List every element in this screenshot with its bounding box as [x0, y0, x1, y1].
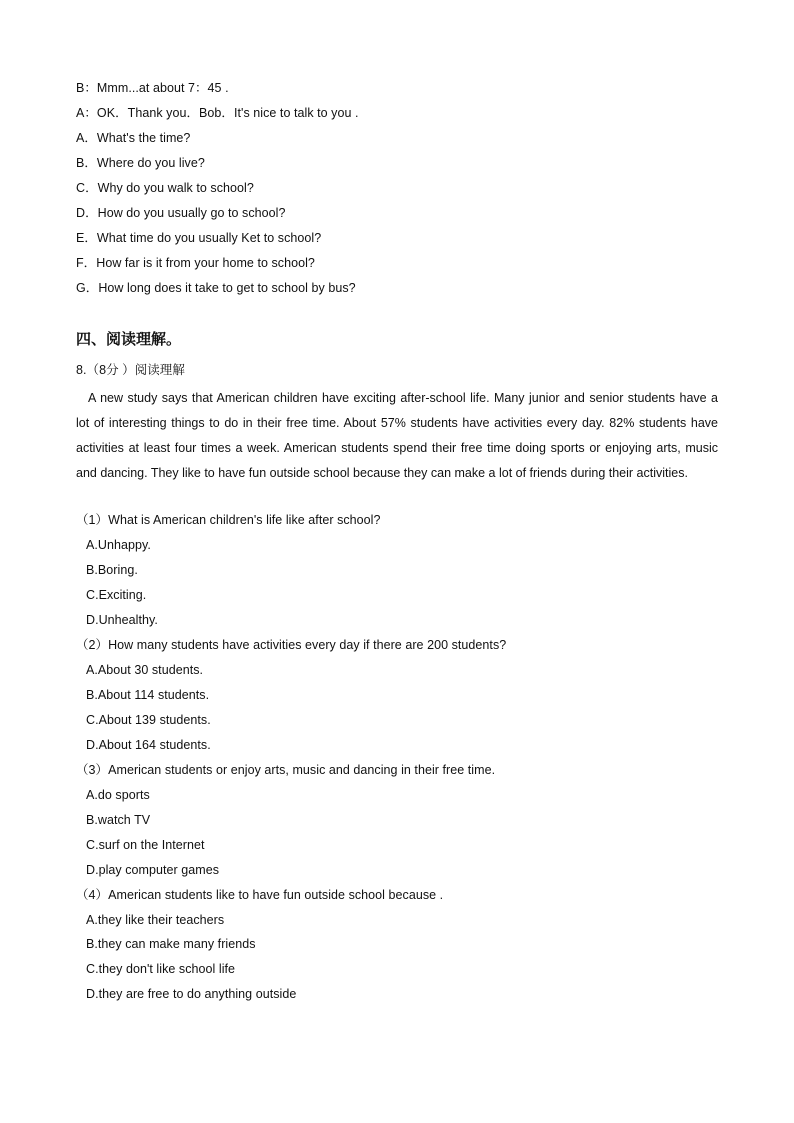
- option-d: D．How do you usually go to school?: [76, 206, 286, 220]
- option-e: E．What time do you usually Ket to school?: [76, 231, 322, 245]
- option-a: A．What's the time?: [76, 131, 191, 145]
- question-stem-1: （1）What is American children's life like after school?: [76, 513, 381, 527]
- question-2-choice-a: A.About 30 students.: [86, 663, 204, 677]
- question-stem-4: （4）American students like to have fun outside school because .: [76, 888, 444, 902]
- question-3-choice-c: C.surf on the Internet: [86, 838, 205, 852]
- reading-passage: A new study says that American children have exciting after-school life. Many junior and senior students have a lot of interesting things to do in their free time. About 57% students have activities every day. 82% students have activities at least four times a week. American students spend their free time doing sports or enjoying arts, music and dancing. They like to have fun outside school because they can make a lot of friends during their activities.: [76, 391, 718, 480]
- question-stem-2: （2）How many students have activities every day if there are 200 students?: [76, 638, 507, 652]
- question-3-choice-b: B.watch TV: [86, 813, 151, 827]
- question-1-choice-d: D.Unhealthy.: [86, 613, 158, 627]
- question-1-choice-c: C.Exciting.: [86, 588, 147, 602]
- option-f: F．How far is it from your home to school?: [76, 256, 315, 270]
- question-4-choice-a: A.they like their teachers: [86, 913, 225, 927]
- question-1-choice-a: A.Unhappy.: [86, 538, 151, 552]
- option-g: G．How long does it take to get to school by bus?: [76, 281, 356, 295]
- option-c: C．Why do you walk to school?: [76, 181, 254, 195]
- question-4-choice-c: C.they don't like school life: [86, 962, 236, 976]
- option-b: B．Where do you live?: [76, 156, 205, 170]
- dialogue-line: A：OK．Thank you．Bob．It's nice to talk to you .: [76, 106, 359, 120]
- question-4-choice-b: B.they can make many friends: [86, 937, 256, 951]
- question-3-choice-a: A.do sports: [86, 788, 150, 802]
- question-2-choice-c: C.About 139 students.: [86, 713, 211, 727]
- question-stem-3: （3）American students or enjoy arts, music and dancing in their free time.: [76, 763, 496, 777]
- dialogue-line: B：Mmm...at about 7：45 .: [76, 81, 229, 95]
- question-2-choice-b: B.About 114 students.: [86, 688, 210, 702]
- question-4-choice-d: D.they are free to do anything outside: [86, 987, 297, 1001]
- question-2-choice-d: D.About 164 students.: [86, 738, 211, 752]
- question-3-choice-d: D.play computer games: [86, 863, 220, 877]
- question-header: 8.（8分 ）阅读理解: [76, 363, 185, 377]
- section-title: 四、阅读理解。: [76, 330, 182, 348]
- question-1-choice-b: B.Boring.: [86, 563, 138, 577]
